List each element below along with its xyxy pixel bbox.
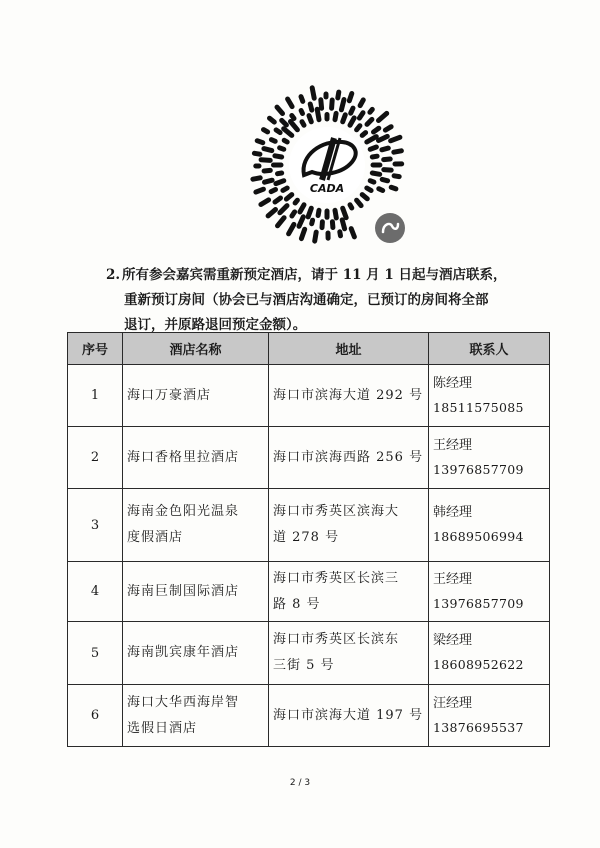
notice-paragraph <box>106 263 546 338</box>
table-row <box>68 365 550 427</box>
hotel-address-line: 海口市秀英区滨海大 <box>273 504 400 519</box>
hotel-address-line: 海口市秀英区长滨东 <box>273 632 400 647</box>
table-row <box>68 685 550 747</box>
hotel-name-line: 海南金色阳光温泉 <box>127 504 240 519</box>
hotel-name <box>123 489 269 562</box>
hotel-table <box>67 332 550 747</box>
contact-name: 梁经理 <box>433 633 473 648</box>
hotel-contact <box>429 562 550 622</box>
hotel-contact <box>429 489 550 562</box>
hotel-address <box>269 685 429 747</box>
hotel-address <box>269 562 429 622</box>
hotel-name <box>123 562 269 622</box>
hotel-index: 1 <box>68 365 123 427</box>
hotel-name-line: 海南巨制国际酒店 <box>127 583 240 599</box>
hotel-address-line: 海口市滨海大道 292 号 <box>273 387 424 403</box>
hotel-name-line: 海口香格里拉酒店 <box>127 449 240 465</box>
header-contact: 联系人 <box>429 333 550 365</box>
hotel-address-line: 海口市滨海西路 256 号 <box>273 449 424 465</box>
cada-logo-text: CADA <box>309 182 345 195</box>
notice-number: 2. <box>106 267 121 283</box>
hotel-index: 3 <box>68 489 123 562</box>
hotel-address <box>269 427 429 489</box>
hotel-address-line: 三街 5 号 <box>273 658 335 673</box>
hotel-index: 5 <box>68 622 123 685</box>
table-header-row <box>68 333 550 365</box>
notice-line-2: 重新预订房间（协会已与酒店沟通确定，已预订的房间将全部 <box>124 292 489 308</box>
hotel-contact <box>429 427 550 489</box>
hotel-name-line: 选假日酒店 <box>127 720 198 736</box>
hotel-index: 4 <box>68 562 123 622</box>
table-row <box>68 489 550 562</box>
table-row <box>68 427 550 489</box>
header-hotel-name: 酒店名称 <box>123 333 269 365</box>
contact-phone: 18511575085 <box>433 399 524 415</box>
notice-line-1: 所有参会嘉宾需重新预定酒店，请于 11 月 1 日起与酒店联系， <box>122 267 507 283</box>
hotel-address <box>269 622 429 685</box>
hotel-name-line: 海口万豪酒店 <box>127 387 212 403</box>
contact-phone: 13876695537 <box>433 719 524 735</box>
hotel-address <box>269 365 429 427</box>
table-row <box>68 622 550 685</box>
mini-program-qr-code <box>242 80 412 250</box>
hotel-index: 6 <box>68 685 123 747</box>
contact-phone: 13976857709 <box>433 461 524 477</box>
hotel-name <box>123 622 269 685</box>
hotel-contact <box>429 365 550 427</box>
page-number: 2 / 3 <box>289 778 311 788</box>
table-row <box>68 562 550 622</box>
hotel-address-line: 海口市滨海大道 197 号 <box>273 707 424 723</box>
header-address: 地址 <box>269 333 429 365</box>
hotel-contact <box>429 685 550 747</box>
hotel-name <box>123 365 269 427</box>
hotel-address-line: 路 8 号 <box>273 596 321 612</box>
contact-phone: 13976857709 <box>433 595 524 611</box>
header-index: 序号 <box>68 333 123 365</box>
contact-name: 王经理 <box>433 437 473 453</box>
contact-name: 韩经理 <box>433 505 473 520</box>
hotel-name-line: 海南凯宾康年酒店 <box>127 645 240 660</box>
hotel-address <box>269 489 429 562</box>
hotel-index: 2 <box>68 427 123 489</box>
contact-phone: 18689506994 <box>433 529 524 544</box>
notice-line-3: 退订，并原路退回预定金额）。 <box>124 317 307 333</box>
hotel-name-line: 度假酒店 <box>127 530 184 545</box>
qr-code-graphic <box>242 80 412 250</box>
mini-program-badge-icon <box>375 213 405 243</box>
contact-phone: 18608952622 <box>433 657 524 672</box>
contact-name: 陈经理 <box>433 375 473 391</box>
hotel-address-line: 道 278 号 <box>273 530 340 545</box>
contact-name: 王经理 <box>433 571 473 587</box>
contact-name: 汪经理 <box>433 695 473 711</box>
hotel-contact <box>429 622 550 685</box>
hotel-address-line: 海口市秀英区长滨三 <box>273 570 400 586</box>
hotel-name <box>123 427 269 489</box>
hotel-name-line: 海口大华西海岸智 <box>127 694 240 710</box>
hotel-name <box>123 685 269 747</box>
